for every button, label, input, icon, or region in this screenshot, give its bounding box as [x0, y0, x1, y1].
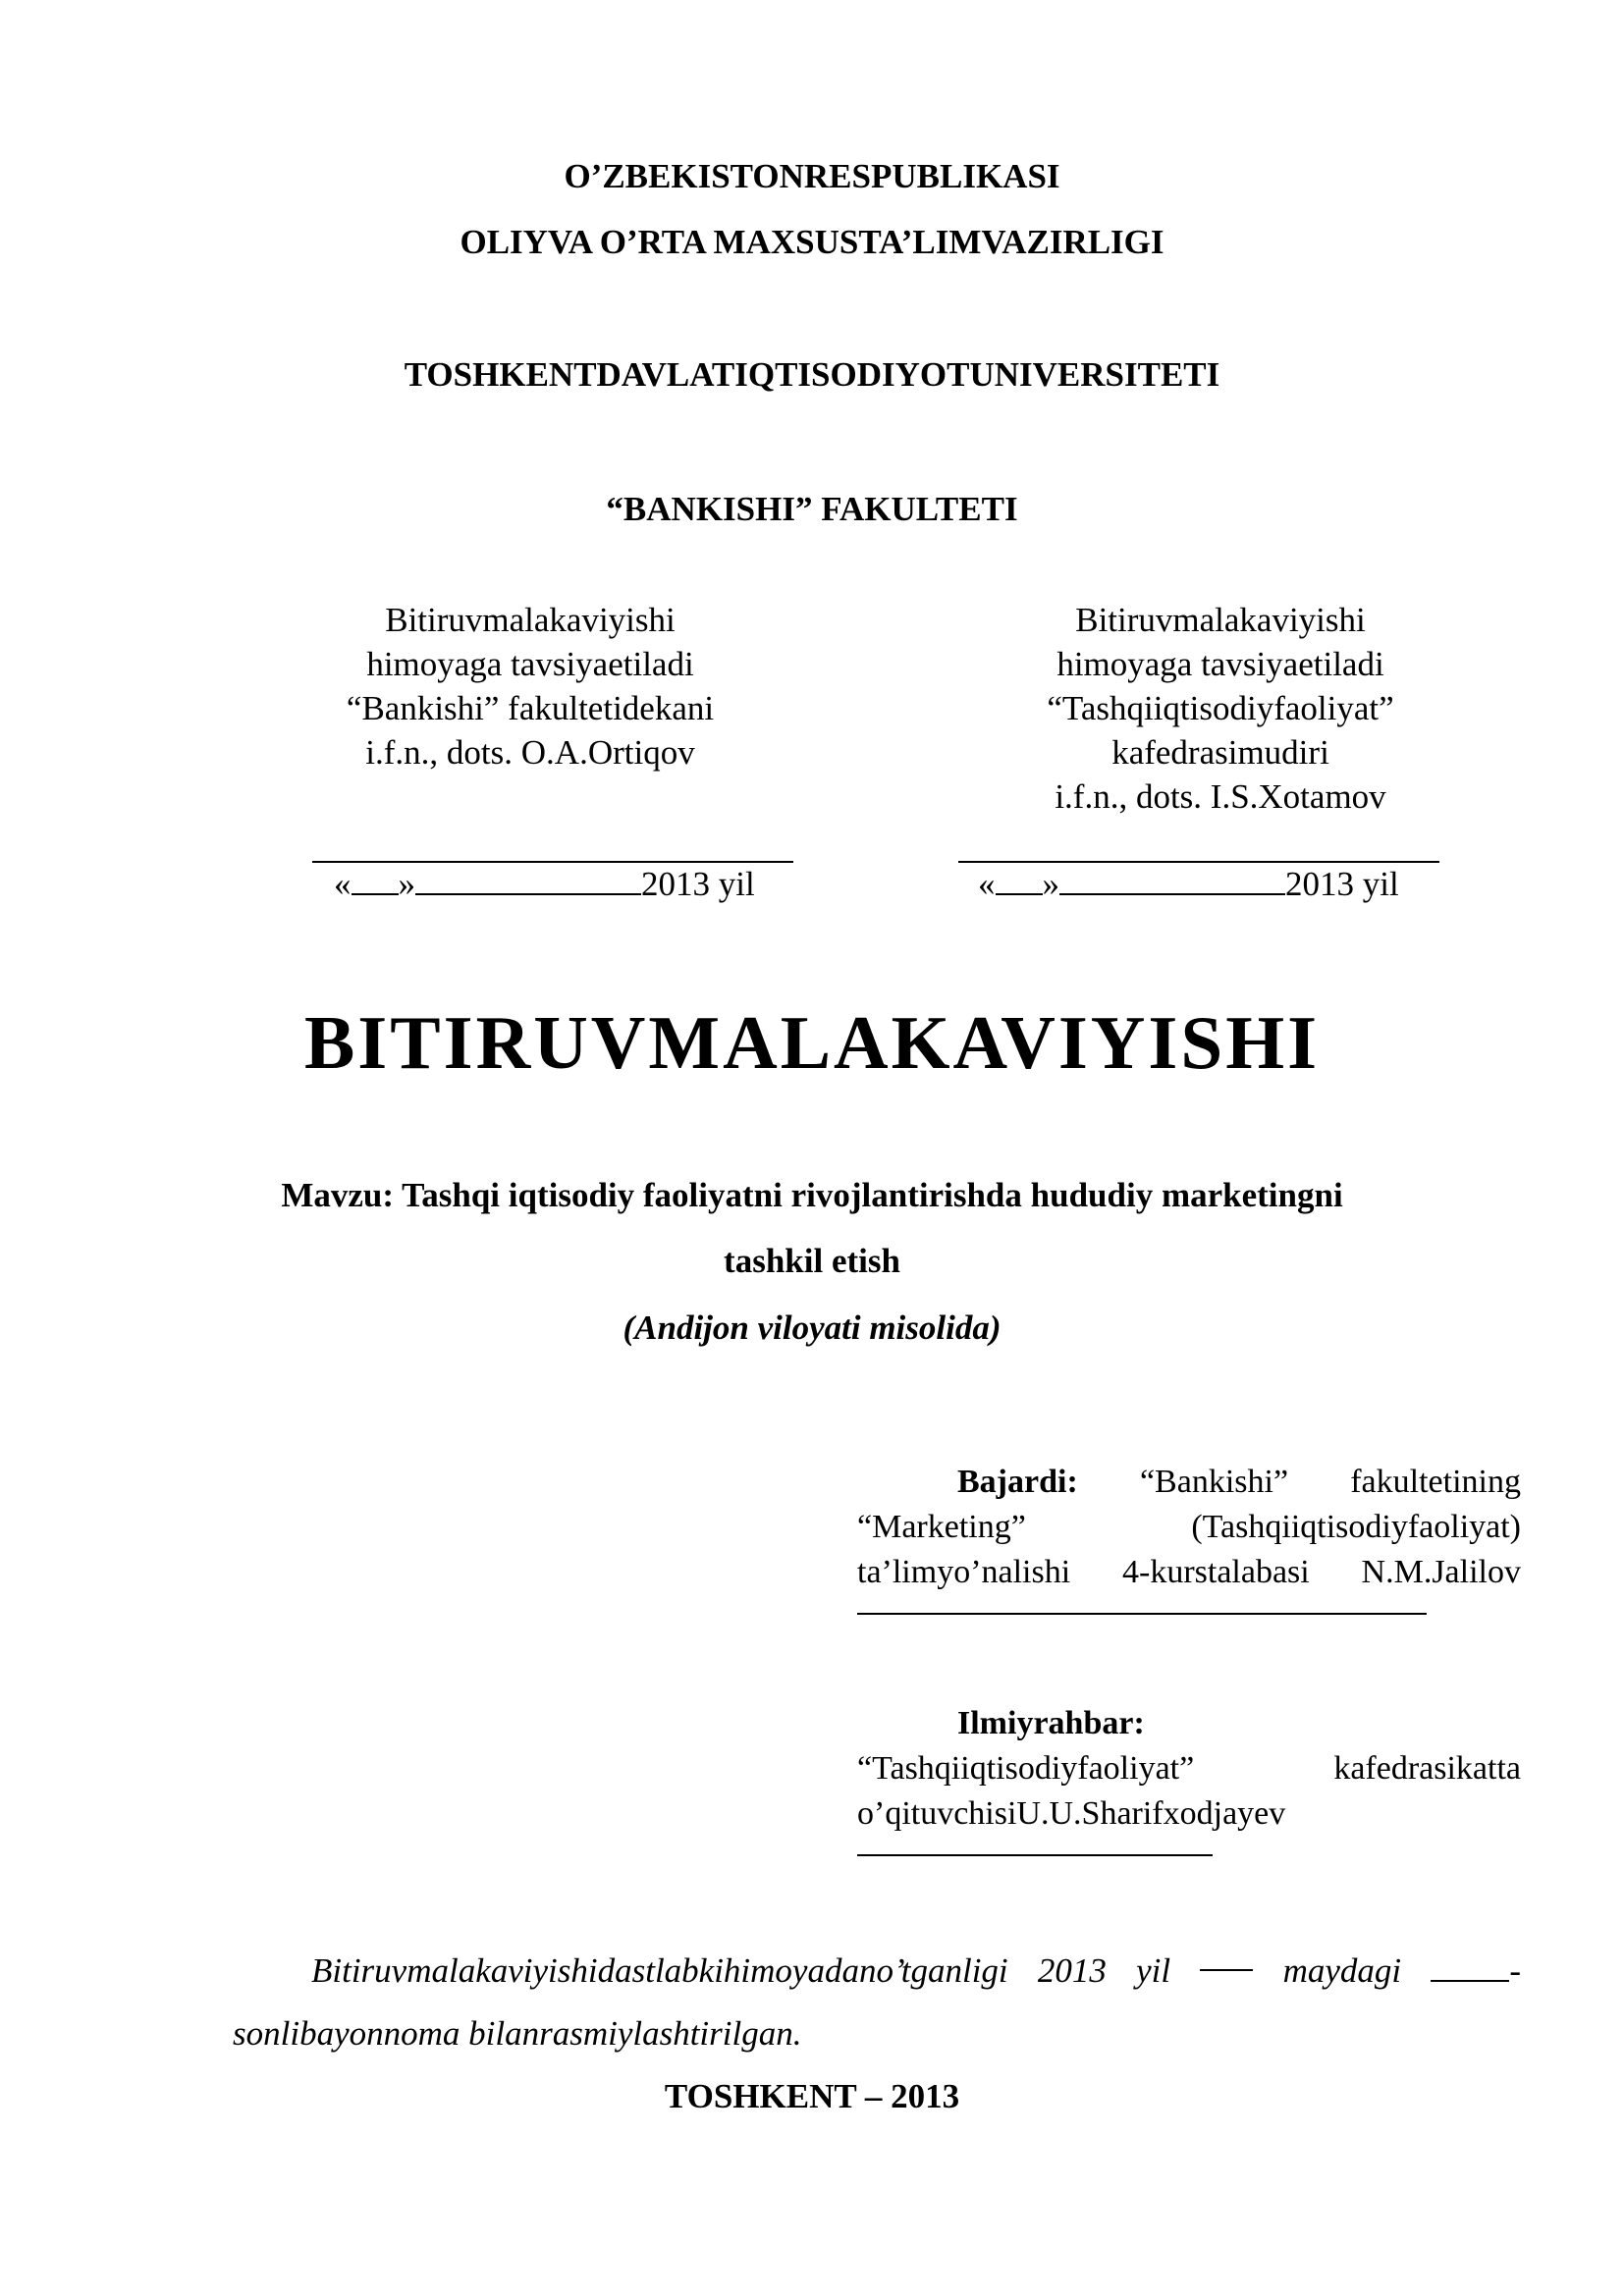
supervisor-text: “Tashqiiqtisodiyfaoliyat”	[857, 1750, 1195, 1787]
author-text: (Tashqiiqtisodiyfaoliyat)	[1191, 1509, 1521, 1545]
ministry-name: OLIYVA O’RTA MAXSUSTA’LIMVAZIRLIGI	[460, 223, 1164, 261]
supervisor-name: o’qituvchisiU.U.Sharifxodjayev	[857, 1795, 1286, 1832]
note-text: Bitiruvmalakaviyishidastlabkihimoyadano’tganligi	[311, 1951, 1008, 1990]
date-close-quote: »	[1042, 865, 1059, 903]
author-signature-line	[857, 1613, 1427, 1615]
university-name: TOSHKENTDAVLATIQTISODIYOTUNIVERSITETI	[404, 355, 1220, 394]
approval-left-date	[334, 864, 755, 905]
approval-right-line: Bitiruvmalakaviyishi	[1075, 601, 1366, 639]
author-text: fakultetining	[1350, 1464, 1521, 1500]
approval-left-signature-line	[312, 861, 793, 863]
ministry-country: O’ZBEKISTONRESPUBLIKASI	[564, 157, 1060, 195]
note-year: 2013	[1037, 1951, 1107, 1990]
date-year: 2013 yil	[1285, 865, 1399, 903]
day-blank	[996, 864, 1043, 895]
supervisor-label: Ilmiyrahbar:	[957, 1705, 1145, 1741]
date-open-quote: «	[978, 865, 996, 903]
author-name: N.M.Jalilov	[1361, 1554, 1521, 1590]
author-label: Bajardi:	[957, 1464, 1078, 1500]
pre-defense-note	[233, 1940, 1521, 2065]
supervisor-block	[857, 1701, 1521, 1856]
approval-right-signature-line	[958, 861, 1439, 863]
month-blank	[1059, 864, 1285, 895]
approval-left-line: Bitiruvmalakaviyishi	[385, 601, 676, 639]
approval-left-line: “Bankishi” fakultetidekani	[346, 689, 715, 727]
approval-right-line: “Tashqiiqtisodiyfaoliyat”	[1047, 689, 1394, 727]
protocol-number-blank	[1431, 1950, 1509, 1982]
note-text: maydagi	[1282, 1951, 1402, 1990]
author-text: 4-kurstalabasi	[1122, 1554, 1310, 1590]
supervisor-text: kafedrasikatta	[1333, 1750, 1521, 1787]
approval-right-line: kafedrasimudiri	[1111, 733, 1329, 772]
topic-line: tashkil etish	[724, 1242, 900, 1280]
approval-left	[295, 598, 766, 774]
approval-right-date	[978, 864, 1399, 905]
approval-right	[936, 598, 1505, 819]
document-title: BITIRUVMALAKAVIYISHI	[303, 1000, 1321, 1085]
date-open-quote: «	[334, 865, 352, 903]
approval-right-line: himoyaga tavsiyaetiladi	[1056, 645, 1384, 683]
author-text: ta’limyo’nalishi	[857, 1554, 1071, 1590]
author-text: “Bankishi”	[1139, 1464, 1289, 1500]
author-block	[857, 1460, 1521, 1615]
date-year: 2013 yil	[641, 865, 755, 903]
topic-line: Mavzu: Tashqi iqtisodiy faoliyatni rivojlantirishda hududiy marketingni	[281, 1176, 1343, 1214]
topic-subtitle: (Andijon viloyati misolida)	[623, 1308, 1001, 1347]
date-close-quote: »	[398, 865, 415, 903]
day-blank	[1200, 1940, 1253, 1971]
note-text-line2: sonlibayonnoma bilanrasmiylashtirilgan.	[233, 2014, 802, 2053]
note-dash: -	[1509, 1951, 1521, 1990]
day-blank	[352, 864, 399, 895]
faculty-name: “BANKISHI” FAKULTETI	[606, 490, 1018, 528]
month-blank	[415, 864, 641, 895]
author-text: “Marketing”	[857, 1509, 1026, 1545]
approval-left-line: himoyaga tavsiyaetiladi	[366, 645, 694, 683]
approval-left-line: i.f.n., dots. O.A.Ortiqov	[365, 733, 695, 772]
supervisor-signature-line	[857, 1854, 1213, 1856]
approval-right-line: i.f.n., dots. I.S.Xotamov	[1055, 777, 1386, 816]
note-text: yil	[1136, 1951, 1171, 1990]
city-year: TOSHKENT – 2013	[664, 2077, 960, 2115]
